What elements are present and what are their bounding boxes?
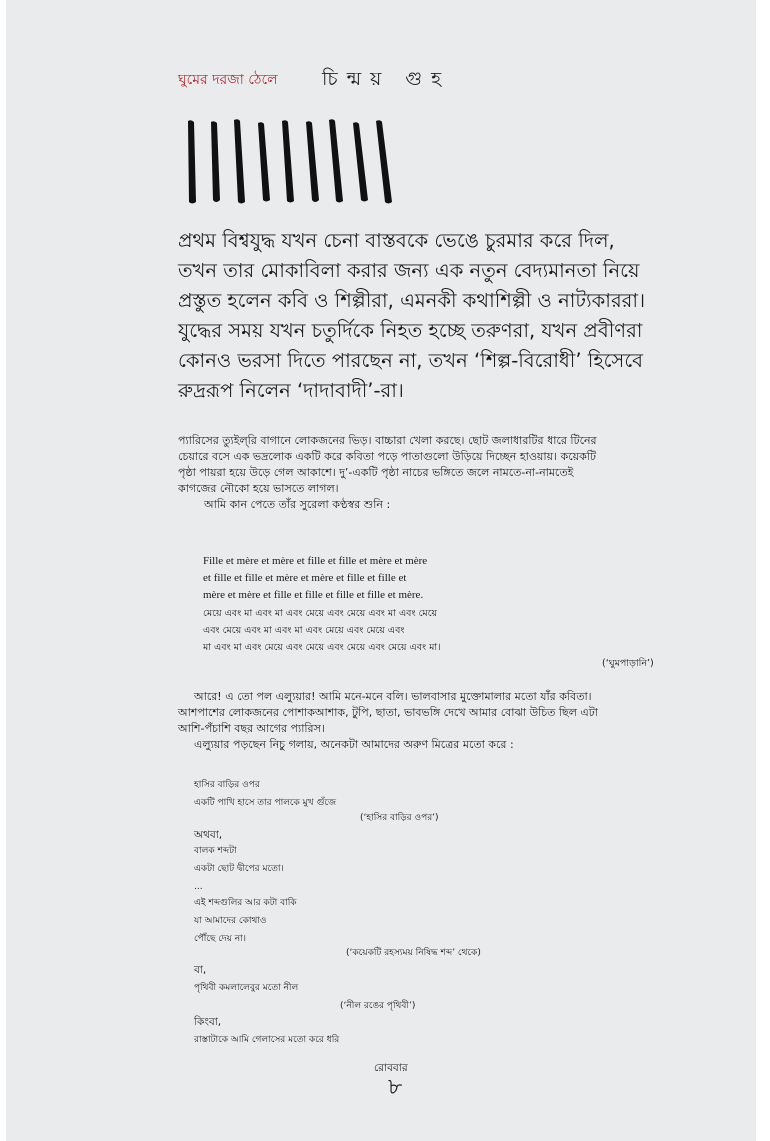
verse-line: বালক শব্দটা (194, 846, 237, 856)
verse-citation: (‘নীল রঙের পৃথিবী’) (340, 1001, 416, 1011)
body-line: আমি কান পেতে তাঁর সুরেলা কণ্ঠস্বর শুনি : (204, 498, 391, 511)
intro-line: যুদ্ধের সময় যখন চতুর্দিকে নিহত হচ্ছে তরুণরা, যখন প্রবীণরা (178, 319, 643, 342)
poem-line: Fille et mère et mère et fille et fille et mère et mère (203, 555, 428, 567)
verse-citation: (‘কয়েকটি রহস্যময় নিষিদ্ধ শব্দ’ থেকে) (346, 948, 481, 958)
magazine-page (6, 0, 756, 1141)
body-line: এল্যুয়ার পড়ছেন নিচু গলায়, অনেকটা আমাদের অরুণ মিত্রের মতো করে : (194, 738, 514, 751)
verse-block (194, 776, 336, 812)
poem-line: এবং মেয়ে এবং মা এবং মা এবং মেয়ে এবং মেয়ে এবং (203, 625, 405, 636)
poem-line: mère et mère et fille et fille et fille et fille et mère. (203, 589, 424, 601)
paragraph-1 (178, 433, 597, 513)
body-line: কাগজের নৌকো হয়ে ভাসতে লাগল। (178, 482, 339, 495)
verse-line: একটা ছোট দ্বীপের মতো। (194, 864, 284, 874)
body-line: চেয়ারে বসে এক ভদ্রলোক একটি করে কবিতা পড়ে পাতাগুলো উড়িয়ে দিচ্ছেন হাওয়ায়। কয়েকটি (178, 450, 596, 463)
series-title: ঘুমের দরজা ঠেলে (178, 72, 278, 88)
poem-line: মেয়ে এবং মা এবং মা এবং মেয়ে এবং মেয়ে এবং মা এবং মেয়ে (203, 608, 438, 619)
magazine-name: রোববার (374, 1062, 408, 1074)
intro-line: কোনও ভরসা দিতে পারছেন না, তখন ‘শিল্প-বিরোধী’ হিসেবে (178, 349, 644, 372)
intro-line: প্রথম বিশ্বযুদ্ধ যখন চেনা বাস্তবকে ভেঙে চুরমার করে দিল, (178, 229, 615, 252)
verse-ellipsis: ... (194, 882, 203, 892)
connector-text: বা, (194, 964, 207, 976)
author-name: চিন্ময় গুহ (322, 68, 451, 90)
verse-line: একটি পাখি হাসে তার পালকে মুখ গুঁজে (194, 798, 337, 808)
poem-line: মা এবং মা এবং মেয়ে এবং মেয়ে এবং মেয়ে এবং মেয়ে এবং মা। (203, 642, 441, 653)
intro-line: রুদ্ররূপ নিলেন ‘দাদাবাদী’-রা। (178, 379, 404, 402)
intro-line: তখন তার মোকাবিলা করার জন্য এক নতুন বেদ্যমানতা নিয়ে (178, 259, 640, 282)
intro-line: প্রস্তুত হলেন কবি ও শিল্পীরা, এমনকী কথাশিল্পী ও নাট্যকাররা। (178, 289, 646, 312)
body-line: আশপাশের লোকজনের পোশাকআশাক, টুপি, ছাতা, ভাবভঙ্গি দেখে আমার বোঝা উচিত ছিল এটা (178, 706, 598, 719)
verse-line: যা আমাদের কোথাও (194, 916, 267, 926)
verse-citation: (‘হাসির বাড়ির ওপর’) (360, 813, 439, 823)
verse-line: পৌঁছে দেয় না। (194, 934, 247, 944)
body-line: প্যারিসের ত্যুইল্‌রি বাগানে লোকজনের ভিড়। বাচ্চারা খেলা করছে। ছোট জলাধারটির ধারে টিনের (178, 434, 597, 447)
tally-marks-logo (178, 118, 410, 206)
verse-line: পৃথিবী কমলালেবুর মতো নীল (194, 983, 299, 993)
verse-line: এই শব্দগুলির আর কটা বাকি (194, 898, 297, 908)
body-line: আরে! এ তো পল এল্যুয়ার! আমি মনে-মনে বলি। ভালবাসার মুক্তোমালার মতো যাঁর কবিতা। (194, 690, 592, 703)
french-poem (203, 553, 427, 604)
body-line: আশি-পঁচাশি বছর আগের প্যারিস। (178, 722, 325, 735)
connector-text: অথবা, (194, 829, 223, 841)
connector-text: কিংবা, (194, 1016, 222, 1028)
verse-line: রাস্তাটাকে আমি গেলাসের মতো করে ধরি (194, 1035, 340, 1045)
verse-line: হাসির বাড়ির ওপর (194, 780, 260, 790)
intro-paragraph (178, 226, 698, 406)
bengali-translation (203, 605, 441, 656)
paragraph-2 (178, 689, 598, 753)
body-line: পৃষ্ঠা পায়রা হয়ে উড়ে গেল আকাশে। দু’-একটি পৃষ্ঠা নাচের ভঙ্গিতে জলে নামতে-না-নামতেই (178, 466, 574, 479)
verse-block (194, 894, 297, 948)
poem-line: et fille et fille et mère et mère et fille et fille et (203, 572, 407, 584)
verse-block (194, 842, 284, 896)
page-number: ৮ (388, 1075, 403, 1100)
poem-citation: (‘ঘুমপাড়ানি’) (602, 658, 654, 669)
